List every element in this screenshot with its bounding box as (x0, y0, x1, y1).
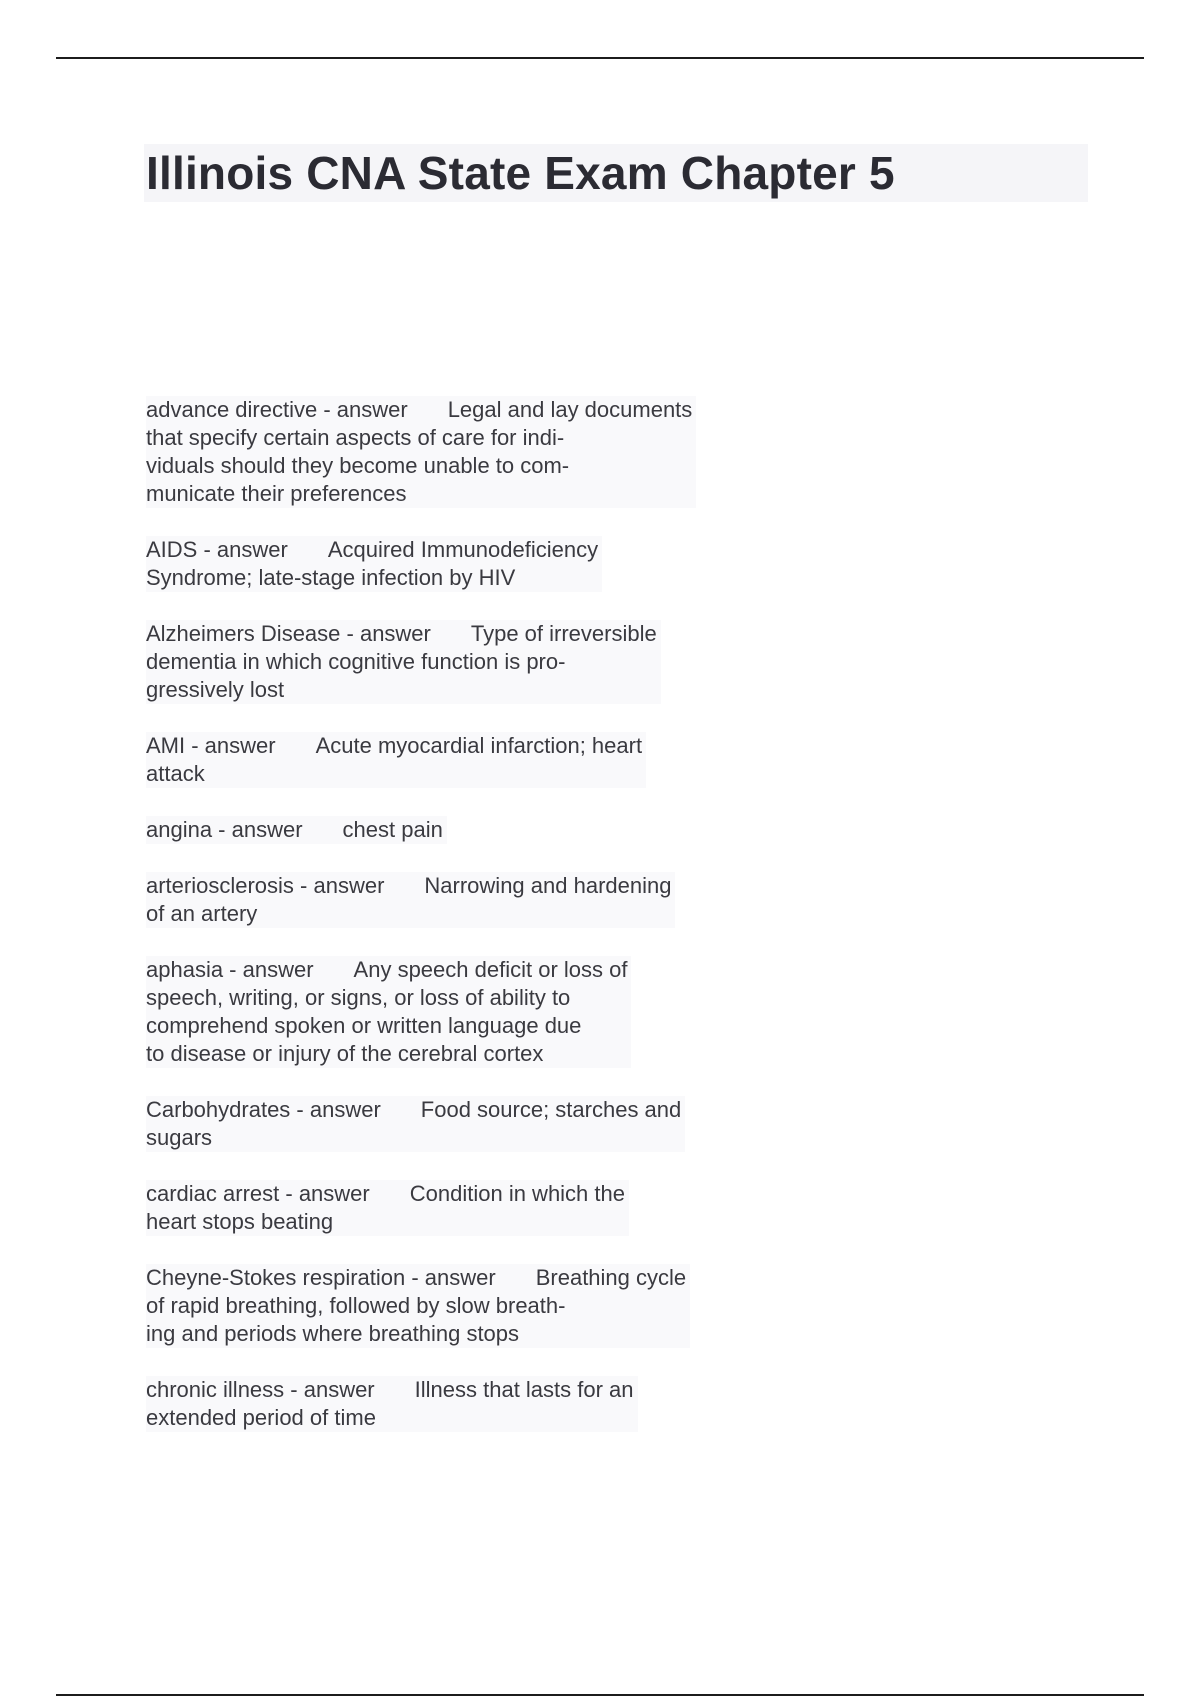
flashcard-entry (146, 1180, 629, 1236)
entry-definition-line: that specify certain aspects of care for indi- (146, 425, 565, 450)
entry-first-line (146, 1376, 634, 1404)
entry-definition: chest pain (342, 817, 443, 842)
entry-term: AIDS - answer (146, 537, 288, 562)
entry-term: advance directive - answer (146, 397, 408, 422)
entry-first-line (146, 1264, 686, 1292)
list-item (146, 536, 756, 592)
entry-definition-line: of rapid breathing, followed by slow breath- (146, 1293, 566, 1318)
list-item (146, 1264, 756, 1348)
flashcard-entry (146, 536, 602, 592)
flashcard-entry (146, 732, 646, 788)
entry-definition: Acquired Immunodeficiency (327, 537, 599, 562)
entry-term: Alzheimers Disease - answer (146, 621, 431, 646)
entry-definition-line: viduals should they become unable to com- (146, 453, 570, 478)
entry-term: aphasia - answer (146, 957, 314, 982)
entry-definition-line: extended period of time (146, 1405, 376, 1430)
entry-definition-line: comprehend spoken or written language due (146, 1013, 582, 1038)
list-item (146, 1376, 756, 1432)
entry-definition: Type of irreversible (470, 621, 657, 646)
entry-definition-line: speech, writing, or signs, or loss of ability to (146, 985, 571, 1010)
flashcard-entry (146, 1376, 638, 1432)
list-item (146, 1096, 756, 1152)
entry-definition-line: heart stops beating (146, 1209, 334, 1234)
entry-definition: Food source; starches and (420, 1097, 682, 1122)
entry-term: Carbohydrates - answer (146, 1097, 381, 1122)
flashcard-entry (146, 956, 631, 1068)
flashcard-entry (146, 1096, 685, 1152)
list-item (146, 872, 756, 928)
entry-first-line (146, 816, 443, 844)
flashcard-entry (146, 1264, 690, 1348)
entry-first-line (146, 956, 627, 984)
entry-first-line (146, 536, 598, 564)
list-item (146, 620, 756, 704)
entry-first-line (146, 396, 692, 424)
entry-definition-line: to disease or injury of the cerebral cortex (146, 1041, 544, 1066)
entry-definition-line: municate their preferences (146, 481, 407, 506)
entry-definition: Legal and lay documents (447, 397, 693, 422)
top-rule (56, 57, 1144, 59)
entry-definition-line: of an artery (146, 901, 258, 926)
list-item (146, 732, 756, 788)
flashcard-entry (146, 872, 675, 928)
entry-term: AMI - answer (146, 733, 276, 758)
flashcard-entry (146, 620, 661, 704)
entry-definition: Any speech deficit or loss of (353, 957, 628, 982)
entry-term: chronic illness - answer (146, 1377, 375, 1402)
flashcard-list (146, 396, 756, 1460)
bottom-rule (56, 1694, 1144, 1696)
entry-first-line (146, 620, 657, 648)
entry-definition: Breathing cycle (535, 1265, 687, 1290)
list-item (146, 1180, 756, 1236)
entry-first-line (146, 872, 671, 900)
entry-term: arteriosclerosis - answer (146, 873, 385, 898)
entry-first-line (146, 1096, 681, 1124)
entry-definition-line: attack (146, 761, 205, 786)
entry-first-line (146, 732, 642, 760)
entry-definition: Condition in which the (409, 1181, 625, 1206)
entry-definition-line: gressively lost (146, 677, 285, 702)
entry-term: cardiac arrest - answer (146, 1181, 370, 1206)
entry-term: angina - answer (146, 817, 303, 842)
entry-definition: Acute myocardial infarction; heart (315, 733, 643, 758)
page-title: Illinois CNA State Exam Chapter 5 (146, 147, 895, 199)
entry-definition: Illness that lasts for an (414, 1377, 634, 1402)
list-item (146, 816, 756, 844)
flashcard-entry (146, 816, 447, 844)
entry-definition-line: sugars (146, 1125, 213, 1150)
entry-first-line (146, 1180, 625, 1208)
entry-definition-line: Syndrome; late-stage infection by HIV (146, 565, 516, 590)
flashcard-entry (146, 396, 696, 508)
entry-term: Cheyne-Stokes respiration - answer (146, 1265, 496, 1290)
list-item (146, 956, 756, 1068)
entry-definition: Narrowing and hardening (424, 873, 672, 898)
entry-definition-line: dementia in which cognitive function is pro- (146, 649, 566, 674)
entry-definition-line: ing and periods where breathing stops (146, 1321, 520, 1346)
list-item (146, 396, 756, 508)
